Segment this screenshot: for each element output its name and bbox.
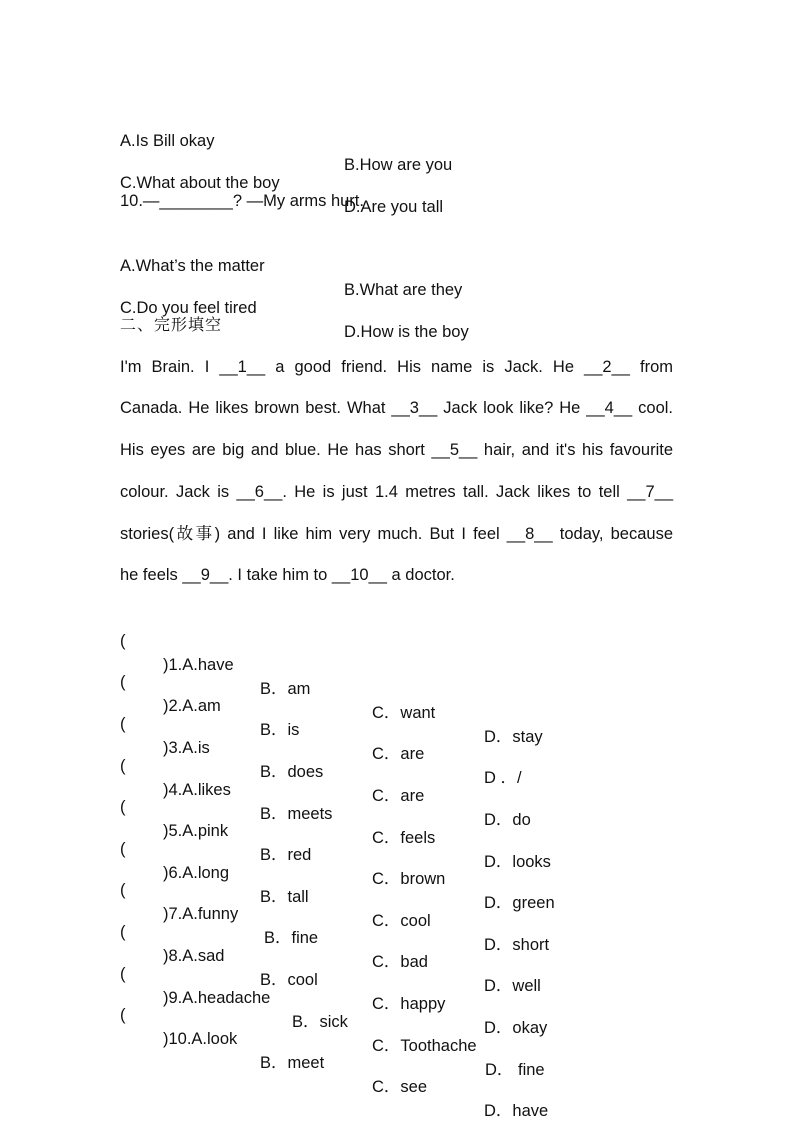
- cloze-option-c: C．happy: [372, 995, 446, 1013]
- cloze-option-b: B．is: [260, 721, 300, 739]
- answer-paren: (: [120, 881, 126, 899]
- cloze-option-c: C．are: [372, 745, 425, 763]
- cloze-option-d: D．green: [484, 894, 555, 912]
- section-title-cloze: 二、完形填空: [120, 315, 223, 334]
- cloze-option-b: B．sick: [292, 1013, 348, 1031]
- answer-paren: (: [120, 965, 126, 983]
- answer-paren: (: [120, 840, 126, 858]
- cloze-option-b: B．fine: [264, 929, 319, 947]
- cloze-option-d: D．looks: [484, 853, 551, 871]
- cloze-option-d: D．stay: [484, 728, 543, 746]
- answer-paren: (: [120, 1006, 126, 1024]
- cloze-option-c: C．brown: [372, 870, 446, 888]
- cloze-option-a: )5.A.pink: [163, 822, 229, 840]
- cloze-option-d: D．have: [484, 1102, 549, 1120]
- q9-option-c: C.What about the boy: [120, 174, 280, 192]
- cloze-option-a: )3.A.is: [163, 739, 210, 757]
- cloze-option-d: D．okay: [484, 1019, 548, 1037]
- cloze-option-c: C．are: [372, 787, 425, 805]
- cloze-option-c: C．see: [372, 1078, 428, 1096]
- cloze-option-b: B．meets: [260, 805, 333, 823]
- answer-paren: (: [120, 798, 126, 816]
- answer-paren: (: [120, 632, 126, 650]
- cloze-option-d: D． fine: [485, 1061, 545, 1079]
- answer-paren: (: [120, 715, 126, 733]
- cloze-option-b: B．cool: [260, 971, 318, 989]
- q9-option-d: D.Are you tall: [344, 198, 444, 216]
- answer-paren: (: [120, 757, 126, 775]
- cloze-option-a: )9.A.headache: [163, 989, 271, 1007]
- passage-line: stories(故事) and I like him very much. But I feel __8__ today, because: [120, 525, 673, 543]
- cloze-option-d: D．do: [484, 811, 531, 829]
- q10-stem: 10.—________? —My arms hurt.: [120, 192, 364, 210]
- cloze-option-d: D ．/: [484, 769, 522, 787]
- cloze-option-c: C．bad: [372, 953, 428, 971]
- cloze-option-c: C．cool: [372, 912, 431, 930]
- passage-line: Canada. He likes brown best. What __3__ Jack look like? He __4__ cool.: [120, 399, 673, 417]
- q9-option-a: A.Is Bill okay: [120, 132, 215, 150]
- q10-option-d: D.How is the boy: [344, 323, 469, 341]
- cloze-option-a: )2.A.am: [163, 697, 221, 715]
- cloze-option-b: B．am: [260, 680, 311, 698]
- cloze-option-c: C．want: [372, 704, 436, 722]
- cloze-option-a: )8.A.sad: [163, 947, 225, 965]
- q10-option-c: C.Do you feel tired: [120, 299, 257, 317]
- passage-line: His eyes are big and blue. He has short __5__ hair, and it's his favourite: [120, 441, 673, 459]
- answer-paren: (: [120, 673, 126, 691]
- cloze-option-c: C．feels: [372, 829, 436, 847]
- cloze-option-d: D．well: [484, 977, 541, 995]
- cloze-option-a: )4.A.likes: [163, 781, 231, 799]
- cloze-option-b: B．does: [260, 763, 324, 781]
- q10-option-b: B.What are they: [344, 281, 463, 299]
- cloze-option-c: C．Toothache: [372, 1037, 477, 1055]
- cloze-option-a: )10.A.look: [163, 1030, 238, 1048]
- q9-options-row-1: [120, 105, 680, 174]
- q10-option-a: A.What’s the matter: [120, 257, 265, 275]
- passage-line: he feels __9__. I take him to __10__ a doctor.: [120, 566, 455, 584]
- cloze-option-a: )7.A.funny: [163, 905, 239, 923]
- cloze-option-b: B．meet: [260, 1054, 325, 1072]
- cloze-option-a: )1.A.have: [163, 656, 234, 674]
- cloze-option-d: D．short: [484, 936, 550, 954]
- passage-line: colour. Jack is __6__. He is just 1.4 metres tall. Jack likes to tell __7__: [120, 483, 673, 501]
- answer-paren: (: [120, 923, 126, 941]
- q10-options-row-1: [120, 230, 680, 299]
- cloze-option-a: )6.A.long: [163, 864, 230, 882]
- cloze-option-b: B．tall: [260, 888, 309, 906]
- q9-option-b: B.How are you: [344, 156, 453, 174]
- cloze-option-b: B．red: [260, 846, 312, 864]
- passage-line: I'm Brain. I __1__ a good friend. His name is Jack. He __2__ from: [120, 358, 673, 376]
